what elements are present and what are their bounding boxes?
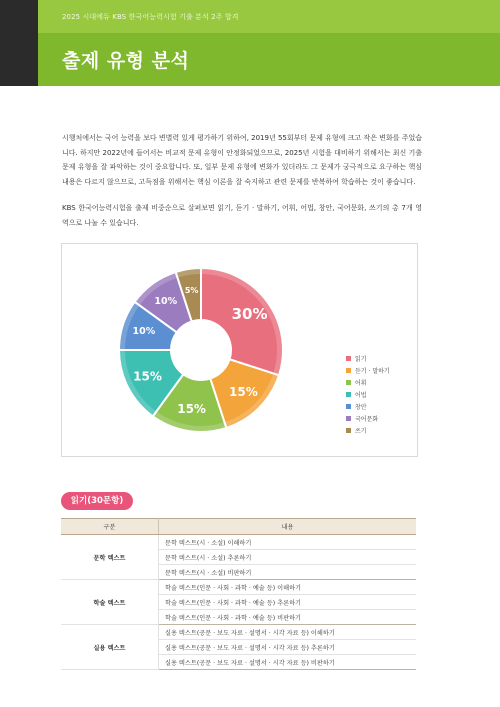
legend-item xyxy=(346,400,390,412)
table-content-cell: 학술 텍스트(인문 · 사회 · 과학 · 예술 등) 추론하기 xyxy=(159,595,417,610)
pie-data-label: 5% xyxy=(184,286,199,296)
table-content-cell: 학술 텍스트(인문 · 사회 · 과학 · 예술 등) 이해하기 xyxy=(159,580,417,595)
legend-label: 어법 xyxy=(355,391,367,399)
pie-data-label: 15% xyxy=(177,401,206,416)
table-row xyxy=(61,535,416,550)
legend-item xyxy=(346,424,390,436)
legend-item xyxy=(346,352,390,364)
legend-label: 듣기 · 말하기 xyxy=(355,367,390,375)
running-head: 2025 시대에듀 KBS 한국어능력시험 기출 분석 2주 합격 xyxy=(62,13,239,21)
legend-swatch xyxy=(346,368,351,373)
legend-label: 어휘 xyxy=(355,379,367,387)
table-content-cell: 문학 텍스트(시 · 소설) 비판하기 xyxy=(159,565,417,580)
legend-label: 쓰기 xyxy=(355,427,367,435)
table-content-cell: 실용 텍스트(공문 · 보도 자료 · 설명서 · 시각 자료 등) 추론하기 xyxy=(159,640,417,655)
legend-swatch xyxy=(346,380,351,385)
table-content-cell: 실용 텍스트(공문 · 보도 자료 · 설명서 · 시각 자료 등) 비판하기 xyxy=(159,655,417,670)
pie-data-label: 15% xyxy=(133,369,162,384)
table-category-cell: 실용 텍스트 xyxy=(61,625,159,670)
legend-label: 읽기 xyxy=(355,355,367,363)
table-content-cell: 문학 텍스트(시 · 소설) 추론하기 xyxy=(159,550,417,565)
table-row xyxy=(61,580,416,595)
legend-swatch xyxy=(346,416,351,421)
table-header-row xyxy=(61,519,416,535)
reading-table xyxy=(61,518,416,670)
pie-data-label: 30% xyxy=(231,305,268,324)
table-category-cell: 학술 텍스트 xyxy=(61,580,159,625)
header-corner-block xyxy=(0,0,38,86)
legend-item xyxy=(346,388,390,400)
legend-item xyxy=(346,364,390,376)
page-title: 출제 유형 분석 xyxy=(62,50,190,72)
legend-swatch xyxy=(346,404,351,409)
legend-swatch xyxy=(346,428,351,433)
table-content-cell: 문학 텍스트(시 · 소설) 이해하기 xyxy=(159,535,417,550)
pie-data-label: 10% xyxy=(154,295,178,307)
legend-item xyxy=(346,376,390,388)
legend-label: 국어문화 xyxy=(355,415,379,423)
table-content-cell: 실용 텍스트(공문 · 보도 자료 · 설명서 · 시각 자료 등) 이해하기 xyxy=(159,625,417,640)
chart-panel xyxy=(61,243,418,457)
table-content-cell: 학술 텍스트(인문 · 사회 · 과학 · 예술 등) 비판하기 xyxy=(159,610,417,625)
chart-legend xyxy=(346,352,390,436)
legend-swatch xyxy=(346,392,351,397)
legend-label: 창안 xyxy=(355,403,367,411)
table-header-content: 내용 xyxy=(159,519,417,535)
legend-item xyxy=(346,412,390,424)
legend-swatch xyxy=(346,356,351,361)
pie-data-label: 10% xyxy=(132,325,156,337)
intro-paragraph-2: KBS 한국어능력시험을 출제 비중순으로 살펴보면 읽기, 듣기 · 말하기, 어휘, 어법, 창안, 국어문화, 쓰기의 총 7개 영역으로 나눌 수 있습니다. xyxy=(62,204,422,227)
section-title: 읽기(30문항) xyxy=(61,492,133,510)
intro-text xyxy=(62,131,422,242)
pie-data-label: 15% xyxy=(229,384,258,399)
table-category-cell: 문학 텍스트 xyxy=(61,535,159,580)
table-row xyxy=(61,625,416,640)
intro-paragraph-1: 시행처에서는 국어 능력을 보다 변별력 있게 평가하기 위하여, 2019년 55회부터 문제 유형에 크고 작은 변화를 주었습니다. 하지만 2022년에 들어서는 비교적 문제 유형이 안정화되었으므로, 2025년 시험을 대비하기 위해서는 최신 기출문제 유형을 잘 파악하는 것이 중요합니다. 또, 일부 문제 유형에 변화가 있더라도 그 문제가 궁극적으로 요구하는 핵심 내용은 다르지 않으므로, 고득점을 위해서는 핵심 이론을 잘 숙지하고 관련 문제를 반복하여 학습하는 것이 좋습니다. xyxy=(62,134,422,186)
table-header-category: 구분 xyxy=(61,519,159,535)
